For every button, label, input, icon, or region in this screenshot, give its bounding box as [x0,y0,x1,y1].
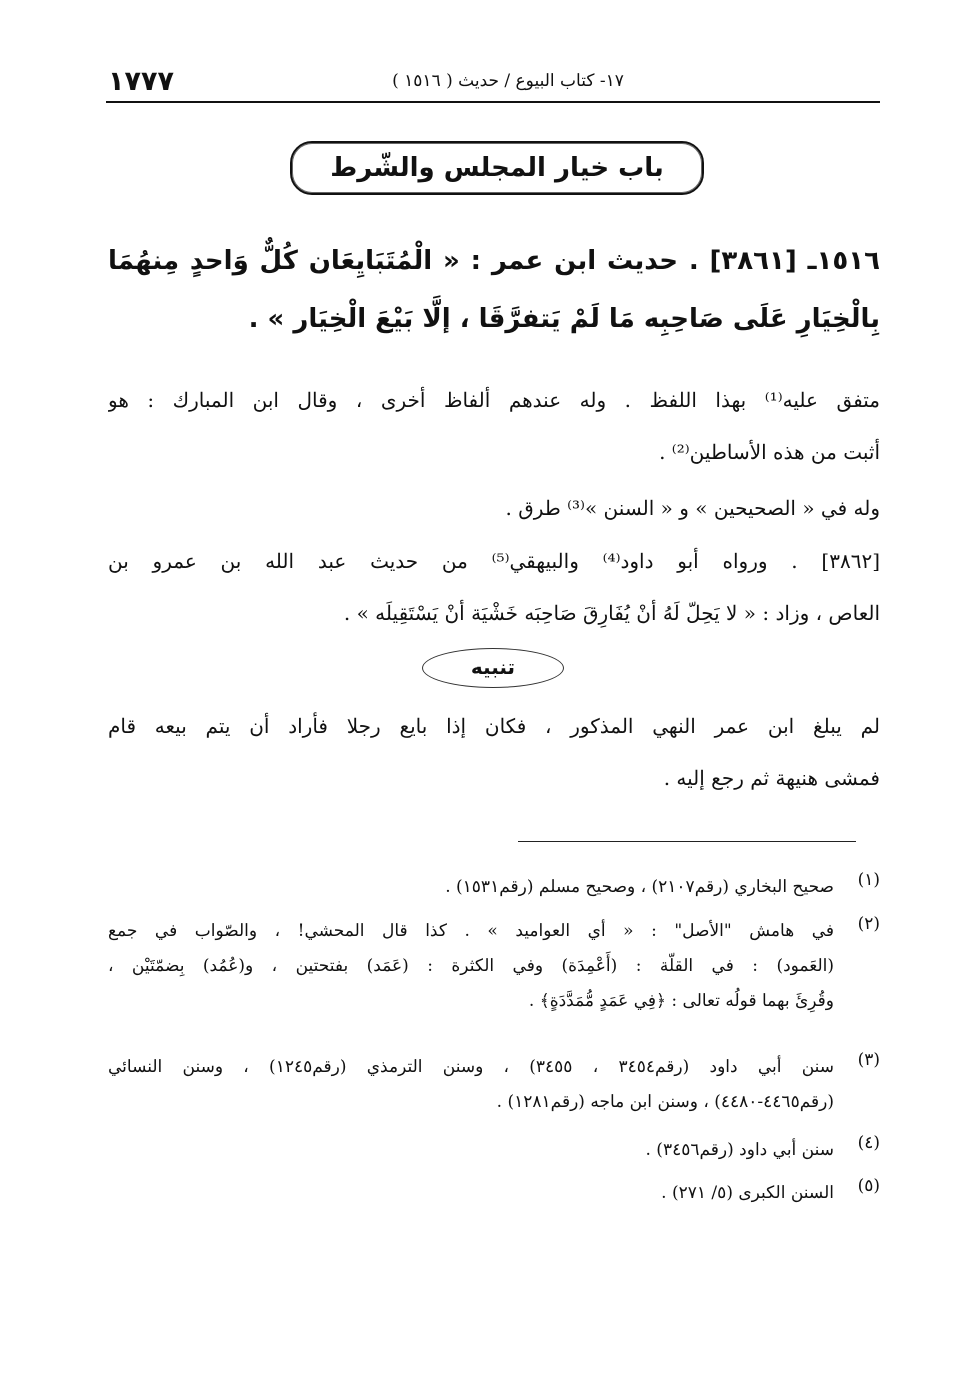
footnote [108,914,880,1019]
footnote-number: (١) [857,870,880,890]
text-line: متفق عليه⁽¹⁾ بهذا اللفظ . وله عندهم ألفاظ أخرى ، وقال ابن المبارك : هو [108,388,880,412]
header-divider [106,101,880,103]
chapter-title: باب خيار المجلس والشّرط [330,153,664,183]
footnote-number: (٢) [857,914,880,934]
paragraph-turuq [108,488,880,540]
footnote [108,1133,880,1168]
footnote-line: صحيح البخاري (رقم٢١٠٧) ، وصحيح مسلم (رقم١٥٣١) . [445,877,834,897]
footnote [108,1176,880,1211]
footnote-number: (٣) [857,1050,880,1070]
footnote-divider [518,841,856,842]
paragraph-notice [108,706,880,810]
footnote-line: (العَمود) : في القلّة : (أَعْمِدَة) وفي الكثرة : (عَمَد) بفتحتين ، و(عُمُد) بِضمّتَيْن ، [108,956,834,976]
page-header [108,66,880,106]
text-line: فمشى هنيهة ثم رجع إليه . [663,766,880,790]
chapter-title-box [290,141,704,195]
text-line: وله في « الصحيحين » و « السنن »⁽³⁾ طرق . [505,496,880,520]
footnote-line: وقُرِئَ بهما قولُه تعالى : ﴿فِي عَمَدٍ مُّمَدَّدَةٍ﴾ . [528,991,834,1011]
paragraph-takhrij [108,380,880,484]
paragraph-riwaya [108,541,880,645]
text-line: أثبت من هذه الأساطين⁽²⁾ . [659,440,880,464]
footnote-line: سنن أبي داود (رقم٣٤٥٦) . [645,1140,834,1160]
page-number: ١٧٧٧ [108,66,174,97]
footnote-line: (رقم٤٤٦٥-٤٤٨٠) ، وسنن ابن ماجه (رقم١٢٨١) . [496,1092,834,1112]
running-title: ١٧- كتاب البيوع / حديث ( ١٥١٦ ) [392,71,624,91]
footnote-number: (٤) [857,1133,880,1153]
footnote [108,1050,880,1120]
footnote-line: السنن الكبرى (٥/ ٢٧١) . [661,1183,834,1203]
text-line: لم يبلغ ابن عمر النهي المذكور ، فكان إذا بايع رجلا فأراد أن يتم بيعه قام [108,714,880,738]
hadith-line: ١٥١٦ـ [٣٨٦١] . حديث ابن عمر : « الْمُتَبَايِعَان كُلٌّ وَاحدٍ مِنهُمَا [108,246,880,276]
footnote-line: سنن أبي داود (رقم٣٤٥٤ ، ٣٤٥٥) ، وسنن الترمذي (رقم١٢٤٥) ، وسنن النسائي [108,1057,834,1077]
notice-label: تنبيه [470,655,516,679]
footnote [108,870,880,905]
footnote-number: (٥) [857,1176,880,1196]
text-line: العاص ، وزاد : « لا يَحِلّ لَهُ أنْ يُفَارِقَ صَاحِبَه خَشْيَة أنْ يَسْتَقِيلَه » . [343,601,880,625]
hadith-line: بِالْخِيَارِ عَلَى صَاحِبِه مَا لَمْ يَتفرَّقَا ، إلَّا بَيْعَ الْخِيَار » . [248,304,880,334]
notice-badge [422,648,564,688]
hadith-text [108,232,880,348]
text-line: [٣٨٦٢] . ورواه أبو داود⁽⁴⁾ والبيهقي⁽⁵⁾ من حديث عبد الله بن عمرو بن [108,549,880,573]
footnote-line: في هامش "الأصل" : « أي العواميد » . كذا قال المحشي! ، والصّواب في جمع [108,921,834,941]
